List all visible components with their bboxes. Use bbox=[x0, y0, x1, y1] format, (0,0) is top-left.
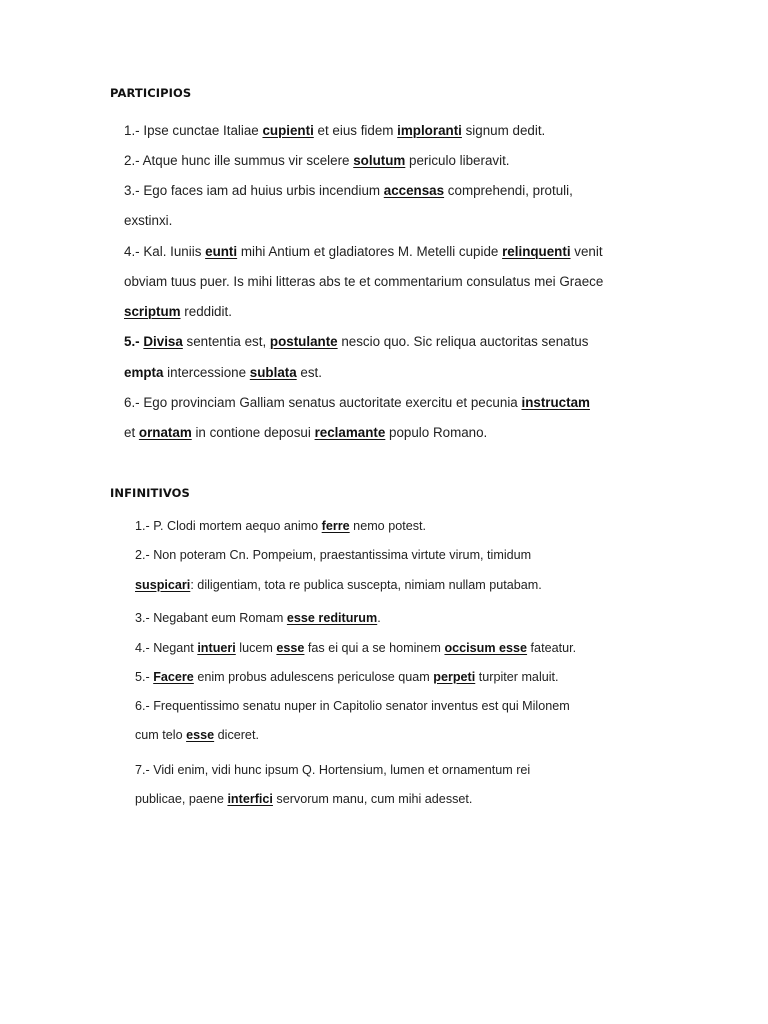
highlighted-word: Facere bbox=[153, 670, 194, 684]
highlighted-word: suspicari bbox=[135, 578, 191, 592]
infinitivos-line-6: 5.- Facere enim probus adulescens periculose quam perpeti turpiter maluit. bbox=[135, 670, 559, 684]
highlighted-word: cupienti bbox=[262, 123, 314, 138]
infinitivos-line-9: 7.- Vidi enim, vidi hunc ipsum Q. Hortensium, lumen et ornamentum rei bbox=[135, 763, 531, 777]
highlighted-word: ornatam bbox=[138, 425, 192, 440]
highlighted-word: esse bbox=[186, 728, 215, 742]
infinitivos-line-2: 2.- Non poteram Cn. Pompeium, praestantissima virtute virum, timidum bbox=[135, 548, 532, 562]
highlighted-word: instructam bbox=[521, 395, 590, 410]
participios-line-7: scriptum reddidit. bbox=[124, 304, 232, 319]
highlighted-word: relinquenti bbox=[502, 244, 571, 259]
highlighted-word: esse bbox=[276, 641, 305, 655]
infinitivos-line-10: publicae, paene interfici servorum manu, cum mihi adesset. bbox=[135, 792, 473, 806]
section-heading-infinitivos: INFINITIVOS bbox=[110, 486, 190, 500]
highlighted-word: sublata bbox=[249, 365, 297, 380]
infinitivos-line-1: 1.- P. Clodi mortem aequo animo ferre nemo potest. bbox=[135, 519, 426, 533]
infinitivos-line-8: cum telo esse diceret. bbox=[135, 728, 259, 742]
highlighted-word: ferre bbox=[321, 519, 350, 533]
infinitivos-line-7: 6.- Frequentissimo senatu nuper in Capitolio senator inventus est qui Milonem bbox=[135, 699, 570, 713]
participios-line-5: 4.- Kal. Iuniis eunti mihi Antium et gladiatores M. Metelli cupide relinquenti venit bbox=[124, 244, 603, 259]
highlighted-word: perpeti bbox=[433, 670, 476, 684]
bold-word: empta bbox=[124, 365, 164, 380]
participios-line-8: 5.- Divisa sententia est, postulante nescio quo. Sic reliqua auctoritas senatus bbox=[124, 334, 589, 349]
highlighted-word: postulante bbox=[269, 334, 338, 349]
participios-line-4: exstinxi. bbox=[124, 213, 173, 228]
highlighted-word: occisum esse bbox=[444, 641, 528, 655]
participios-line-11: et ornatam in contione deposui reclamante populo Romano. bbox=[124, 425, 488, 440]
highlighted-word: scriptum bbox=[124, 304, 181, 319]
highlighted-word: intueri bbox=[197, 641, 236, 655]
highlighted-word: accensas bbox=[383, 183, 445, 198]
highlighted-word: imploranti bbox=[397, 123, 462, 138]
highlighted-word: esse rediturum bbox=[286, 611, 378, 625]
participios-line-2: 2.- Atque hunc ille summus vir scelere solutum periculo liberavit. bbox=[124, 153, 510, 168]
participios-line-1: 1.- Ipse cunctae Italiae cupienti et eius fidem imploranti signum dedit. bbox=[124, 123, 546, 138]
participios-line-3: 3.- Ego faces iam ad huius urbis incendium accensas comprehendi, protuli, bbox=[124, 183, 573, 198]
participios-line-10: 6.- Ego provinciam Galliam senatus auctoritate exercitu et pecunia instructam bbox=[124, 395, 590, 410]
infinitivos-line-5: 4.- Negant intueri lucem esse fas ei qui a se hominem occisum esse fateatur. bbox=[135, 641, 577, 655]
highlighted-word: solutum bbox=[353, 153, 406, 168]
infinitivos-line-4: 3.- Negabant eum Romam esse rediturum. bbox=[135, 611, 381, 625]
highlighted-word: reclamante bbox=[314, 425, 386, 440]
highlighted-word: interfici bbox=[227, 792, 273, 806]
participios-line-6: obviam tuus puer. Is mihi litteras abs te et commentarium consulatus mei Graece bbox=[124, 274, 604, 289]
highlighted-word: eunti bbox=[205, 244, 238, 259]
infinitivos-line-3: suspicari: diligentiam, tota re publica suscepta, nimiam nullam putabam. bbox=[135, 578, 542, 592]
highlighted-word: Divisa bbox=[143, 334, 183, 349]
section-heading-participios: PARTICIPIOS bbox=[110, 86, 192, 100]
participios-line-9: empta intercessione sublata est. bbox=[124, 365, 322, 380]
